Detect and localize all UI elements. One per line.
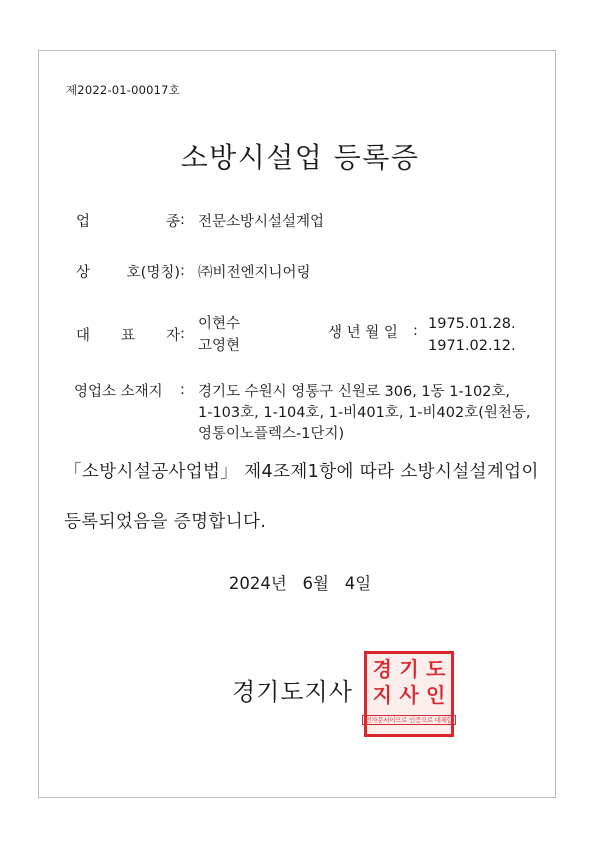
representative-label-char: 자	[165, 328, 180, 344]
seal-char: 지	[372, 683, 392, 708]
representative-label-char: 대	[76, 328, 91, 344]
seal-char: 기	[399, 657, 419, 682]
business-type-label-char: 업	[76, 214, 91, 230]
birth-date-1: 1975.01.28.	[428, 316, 516, 332]
statement-line-1: 「소방시설공사업법」 제4조제1항에 따라 소방시설설계업이	[64, 462, 539, 482]
document-number: 제2022-01-00017호	[66, 83, 181, 97]
birth-date-label: 생 년 월 일	[328, 325, 398, 341]
issue-date: 2024년 6월 4일	[228, 574, 372, 593]
representative-name-2: 고영현	[198, 338, 241, 354]
seal-char: 경	[372, 657, 392, 682]
seal-subtext: 전자문서이므로 인증으로 대체함	[362, 715, 455, 726]
address-line-1: 경기도 수원시 영통구 신원로 306, 1동 1-102호,	[198, 384, 511, 400]
address-colon: :	[180, 382, 185, 398]
official-seal	[364, 651, 454, 737]
seal-char: 인	[425, 683, 446, 708]
representative-label-char: 표	[120, 328, 135, 344]
address-line-2: 1-103호, 1-104호, 1-비401호, 1-비402호(원천동,	[198, 405, 531, 421]
business-type-colon: :	[180, 212, 185, 228]
issuer-name: 경기도지사	[232, 678, 353, 706]
trade-name-colon: :	[180, 263, 185, 279]
trade-name-label-char: 호(명칭)	[126, 265, 180, 281]
representative-colon: :	[180, 326, 185, 342]
seal-char: 도	[425, 657, 446, 682]
statement-line-2: 등록되었음을 증명합니다.	[64, 512, 267, 532]
address-line-3: 영통이노플렉스-1단지)	[198, 426, 345, 442]
representative-name-1: 이현수	[198, 316, 241, 332]
address-label: 영업소 소재지	[74, 384, 163, 400]
birth-date-colon: :	[413, 323, 418, 339]
trade-name-label	[76, 263, 180, 284]
business-type-label	[76, 212, 180, 233]
certificate-title: 소방시설업 등록증	[180, 141, 420, 174]
birth-date-2: 1971.02.12.	[428, 338, 516, 354]
representative-label	[76, 326, 180, 347]
seal-char: 사	[399, 683, 419, 708]
business-type-label-char: 종	[165, 214, 180, 230]
business-type-value: 전문소방시설설계업	[198, 214, 325, 230]
trade-name-value: ㈜비전엔지니어링	[198, 265, 311, 281]
trade-name-label-char: 상	[76, 265, 91, 281]
